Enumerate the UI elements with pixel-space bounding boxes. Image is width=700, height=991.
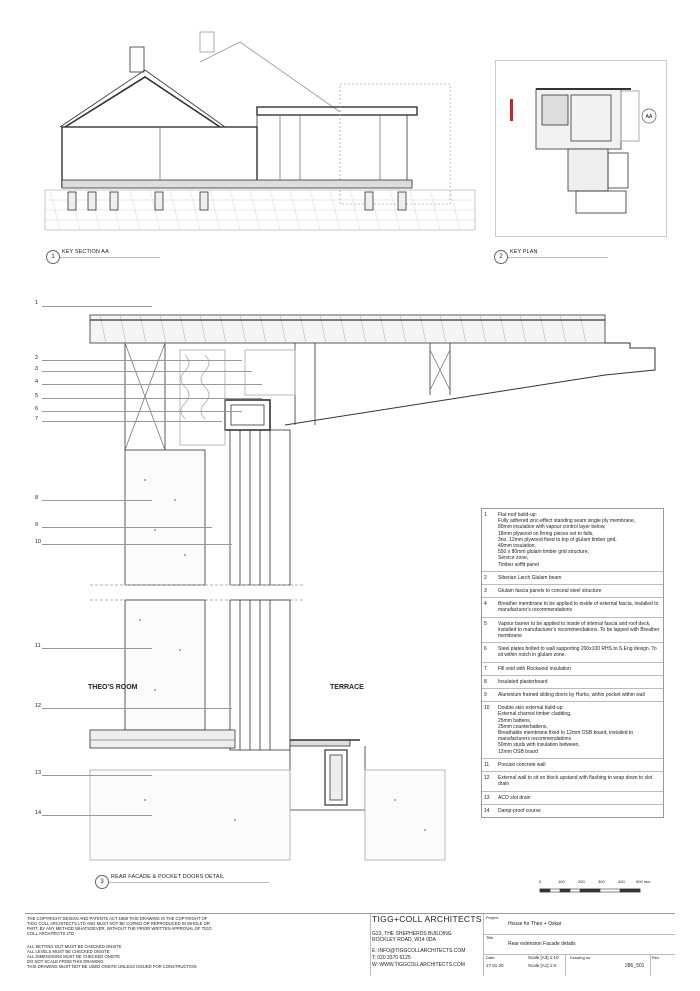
scale-tick: 0	[539, 879, 542, 884]
note-item: 10 Double skin external build-up: External charred timber cladding, 25mm battens, 25mm counterbattens, Breathable membrane fixed to 12mm OSB board, installed to manufacturers recommendations 50mm studs with insulation between, 12mm OSB board	[482, 702, 663, 759]
room-label-theos-room: THEO'S ROOM	[88, 684, 138, 691]
callout-4: 4	[35, 379, 39, 385]
scale-tick: 200	[578, 879, 585, 884]
drawing-number-2: 2	[494, 250, 508, 264]
callout-1: 1	[35, 300, 39, 306]
specification-notes	[481, 508, 664, 818]
callout-3: 3	[35, 366, 39, 372]
section-marker-label: AA	[645, 114, 653, 120]
note-item: 3 Glulam fascia panels to conceal steel structure	[482, 585, 663, 598]
firm-address: G23, THE SHEPHERDS BUILDING ROCKLEY ROAD, W14 0DA	[372, 931, 452, 943]
note-item: 14 Damp-proof course	[484, 807, 541, 814]
callout-11: 11	[35, 643, 41, 649]
date-label: Date	[486, 955, 495, 960]
detail-title: REAR FACADE & POCKET DOORS DETAIL	[111, 874, 225, 880]
firm-email: E: INFO@TIGGCOLLARCHITECTS.COM	[372, 948, 466, 954]
scale-a3: Scale [A3] 1:10	[528, 955, 559, 960]
callout-6: 6	[35, 406, 39, 412]
callout-12: 12	[35, 703, 42, 709]
callout-13: 13	[35, 770, 42, 776]
key-section-title: KEY SECTION AA	[62, 249, 109, 255]
callout-10: 10	[35, 539, 42, 545]
note-item: 13 ACO slot drain	[482, 792, 663, 805]
callout-9: 9	[35, 522, 39, 528]
scale-a1: Scale [A1] 1:5	[528, 963, 557, 968]
callout-8: 8	[35, 495, 39, 501]
callout-14: 14	[35, 810, 42, 816]
key-plan-drawing	[495, 60, 667, 237]
note-item: 5 Vapour barrier to be applied to inside of internal fascia and roof deck, installed to manufacturer's recommendations. To be lapped with Breather membrane	[482, 618, 663, 644]
firm-phone: T: 020 3370 6125	[372, 955, 411, 961]
title-label: Title	[486, 935, 494, 940]
note-item: 11 Precast concrete wall	[482, 759, 663, 772]
firm-name: TIGG+COLL ARCHITECTS	[372, 914, 482, 924]
scale-bar	[538, 879, 668, 900]
callout-2: 2	[35, 355, 39, 361]
note-item: 2 Siberian Larch Glulam beam	[482, 572, 663, 585]
callout-5: 5	[35, 393, 39, 399]
note-item: 1 Flat roof build-up: Fully adhered zinc-effect standing seam single ply membrane, 80mm insulation with vapour control layer below, 18mm plywood on firring pieces set to falls, 3no. 12mm plywood fixed to top of glulam timber grid, 40mm insulation, 550 x 80mm glulam timber grid structure, Service zone, Timber soffit panel	[482, 509, 663, 572]
room-label-terrace: TERRACE	[330, 684, 364, 691]
scale-tick: 400	[618, 879, 625, 884]
drawing-number-3: 3	[95, 875, 109, 889]
key-plan-title: KEY PLAN	[510, 249, 538, 255]
note-item: 8 Insulated plasterboard	[482, 676, 663, 689]
drawing-number: 286_501	[625, 963, 645, 969]
scale-tick: 500 mm	[636, 879, 651, 884]
firm-website: W: WWW.TIGGCOLLARCHITECTS.COM	[372, 962, 465, 968]
copyright-notice: THE COPYRIGHT DESIGN AND PATENTS ACT 1988 THIS DRAWING IS THE COPYRIGHT OF TIGG COLL ARCHITECTS LTD AND MUST NOT BE COPIED OR REPRODUCED IN WHOLE OR PART, BY ANY METHOD WHATSOEVER, WITHOUT THE PRIOR WRITTEN APPROVAL OF TIGG COLL ARCHITECTS LTD	[27, 916, 212, 936]
note-item: 9 Aluminium framed sliding doors by Hurks, within pocket within wall	[482, 689, 663, 702]
note-item: 7 Fill void with Rockwool insulation	[482, 663, 663, 676]
note-item: 12 External wall to sit on block upstand with flashing to wrap down to slot drain	[482, 772, 663, 791]
note-item: 4 Breather membrane to be applied to inside of external fascia, installed to manufacturer's recommendations	[482, 598, 663, 617]
project-name: House for Theo + Oskar	[508, 921, 562, 927]
revision-label: Rev.	[652, 955, 660, 960]
callout-7: 7	[35, 416, 39, 422]
drawing-no-label: Drawing no.	[570, 955, 592, 960]
issue-date: 17.01.20	[486, 963, 504, 968]
note-item: 6 Steel plates bolted to wall supporting 200x100 RHS to S.Eng design. To sit within notch in glulam zone.	[482, 643, 663, 662]
project-label: Project	[486, 915, 499, 920]
sheet-title: Rear extension Facade details	[508, 941, 576, 947]
site-disclaimers: ALL SETTING OUT MUST BE CHECKED ONSITE ALL LEVELS MUST BE CHECKED ONSITE ALL DIMENSIONS MUST BE CHECKED ONSITE DO NOT SCALE FROM THIS DRAWING THIS DRAWING MUST NOT BE USED ONSITE UNLESS ISSUED FOR CONSTRUCTION	[27, 944, 197, 969]
scale-tick: 100	[558, 879, 565, 884]
key-section-drawing	[40, 22, 480, 232]
scale-tick: 300	[598, 879, 605, 884]
drawing-number-1: 1	[46, 250, 60, 264]
